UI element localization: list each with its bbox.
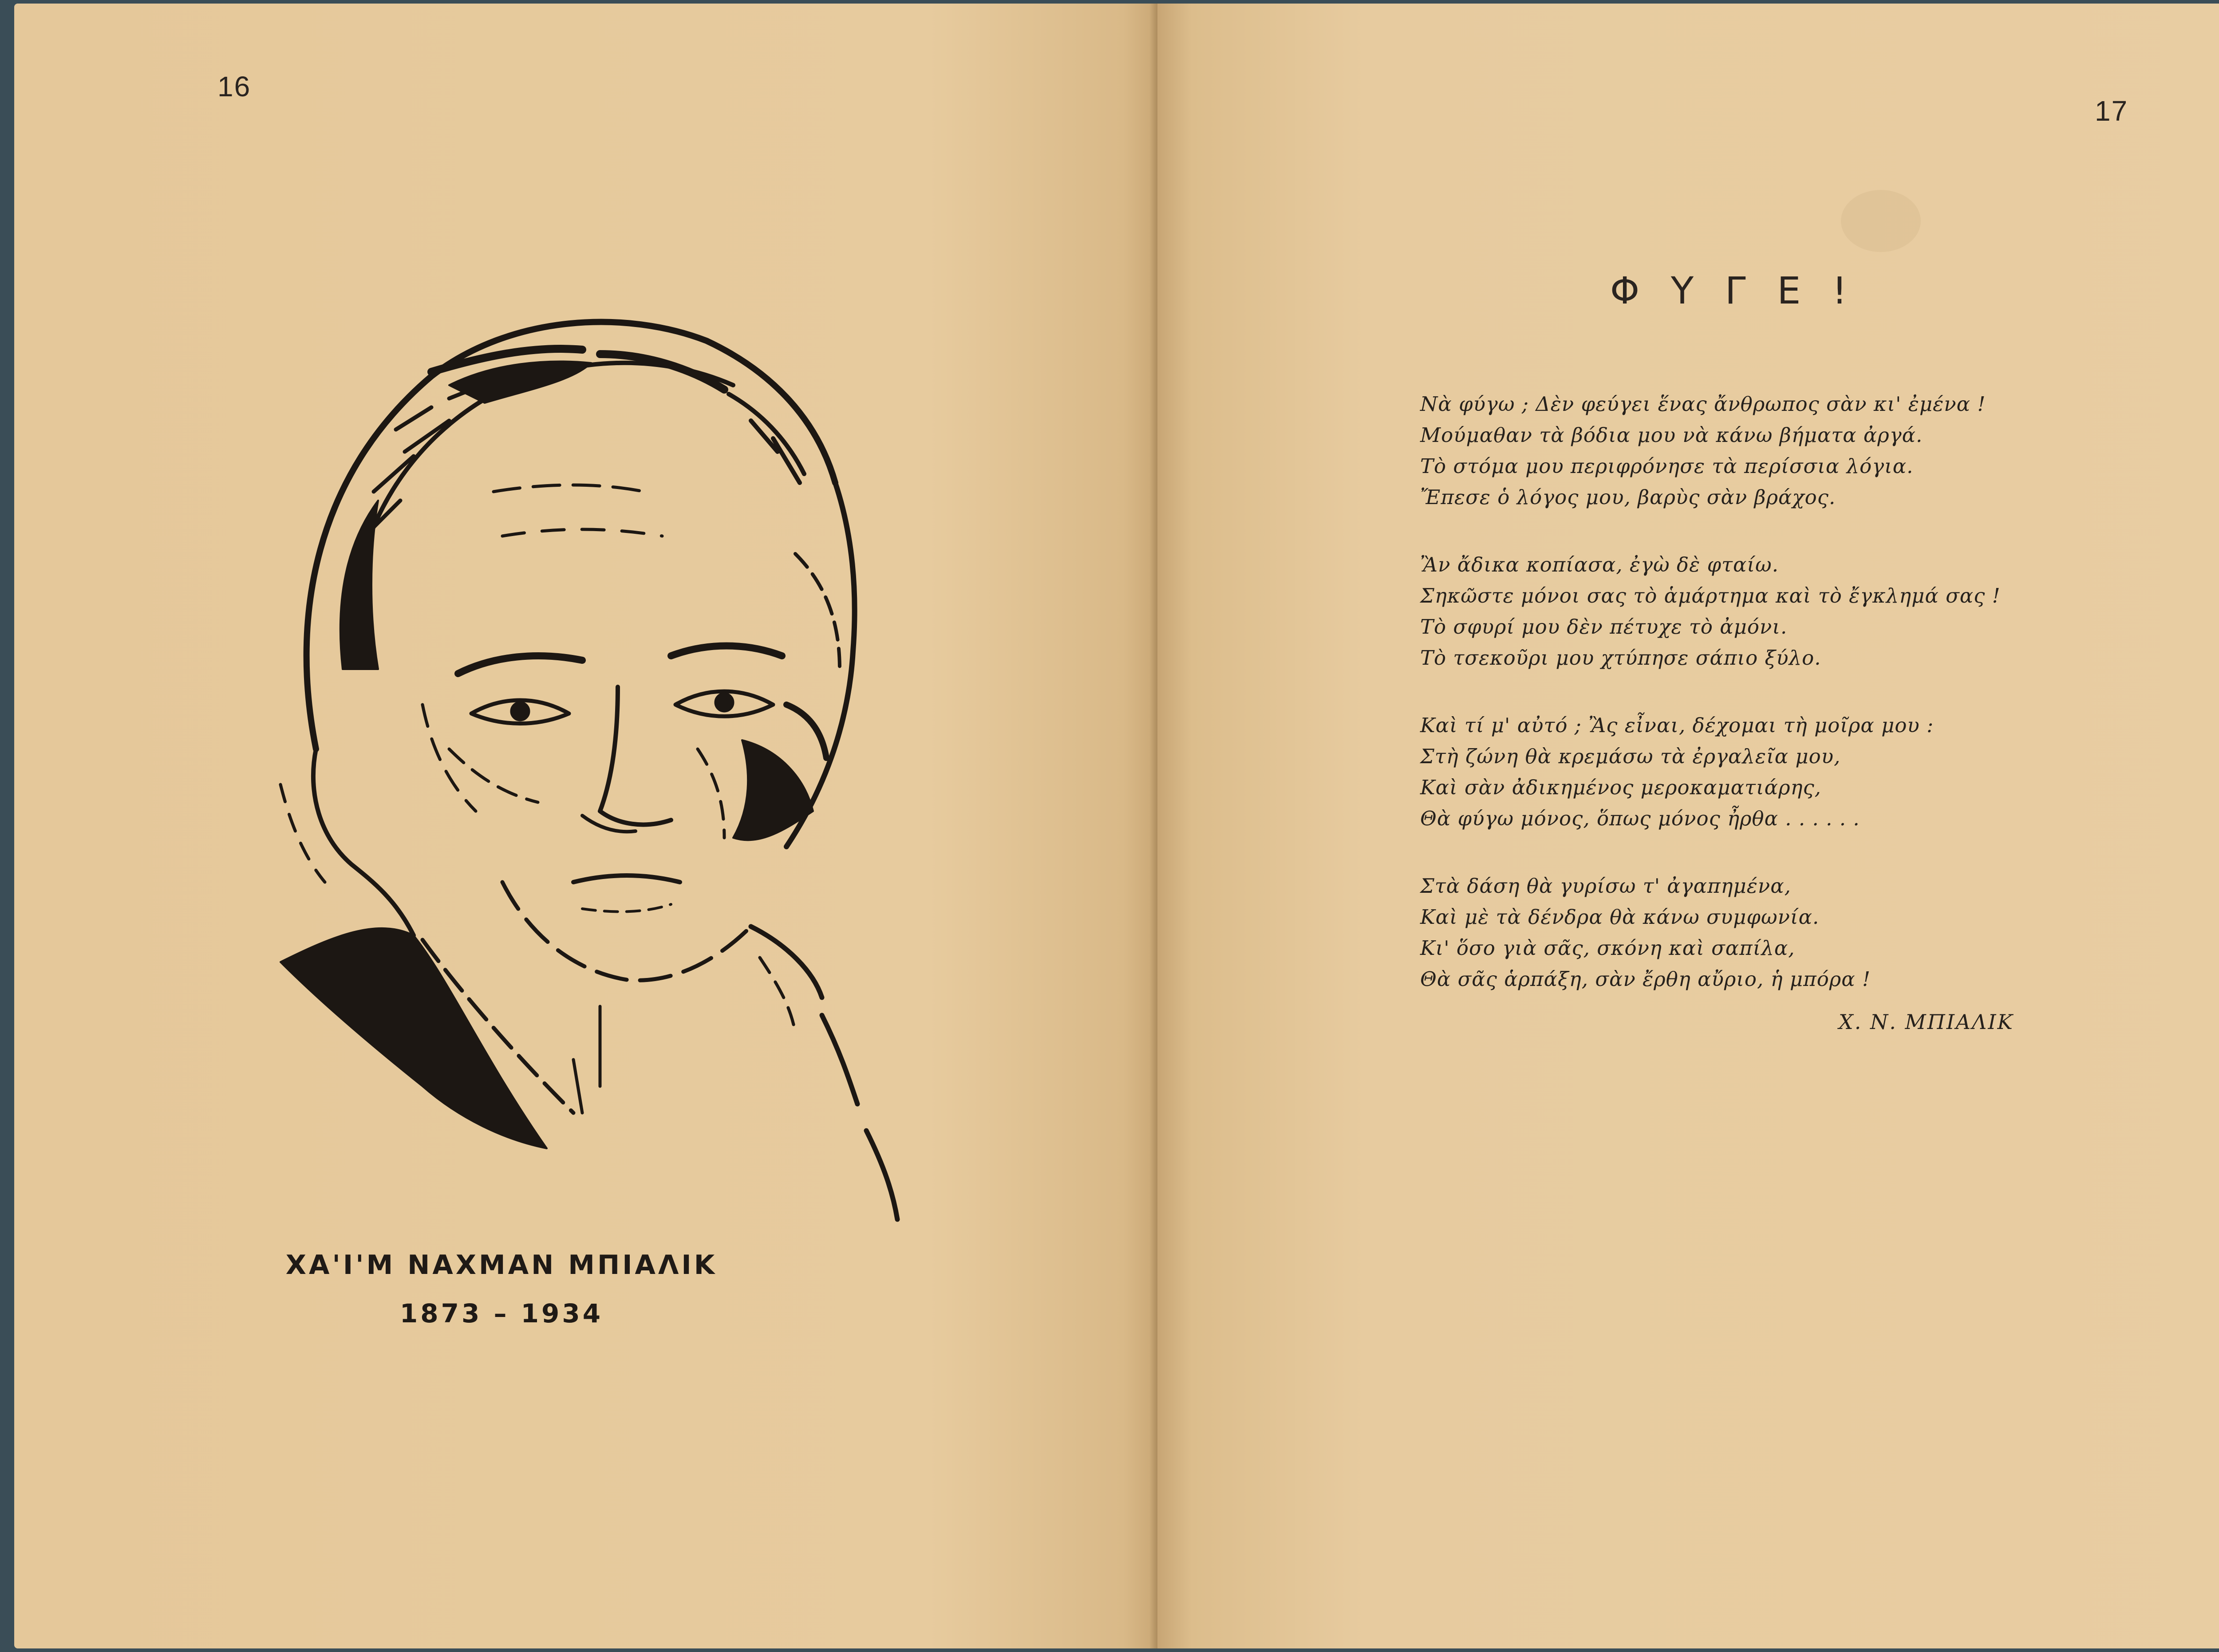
left-page xyxy=(14,4,1157,1648)
poem-line: Ἔπεσε ὁ λόγος μου, βαρὺς σὰν βράχος. xyxy=(1420,485,1836,509)
page-number-right: 17 xyxy=(2095,95,2128,127)
poem-line: Τὸ σφυρί μου δὲν πέτυχε τὸ ἀμόνι. xyxy=(1420,615,1788,639)
poem-line: Κι' ὅσο γιὰ σᾶς, σκόνη καὶ σαπίλα, xyxy=(1420,936,1795,960)
stanza xyxy=(1420,710,2175,834)
poem-line: Ἂν ἄδικα κοπίασα, ἐγὼ δὲ φταίω. xyxy=(1420,553,1779,576)
portrait-caption-years: 1873 – 1934 xyxy=(399,1298,604,1329)
right-page xyxy=(1157,4,2219,1648)
stanza xyxy=(1420,871,2175,995)
poem-line: Στὴ ζώνη θὰ κρεμάσω τὰ ἐργαλεῖα μου, xyxy=(1420,745,1841,768)
poem-body xyxy=(1420,389,2175,1031)
poem-line: Σηκῶστε μόνοι σας τὸ ἁμάρτημα καὶ τὸ ἔγκλημά σας ! xyxy=(1420,584,2001,607)
poem-line: Καὶ σὰν ἀδικημένος μεροκαματιάρης, xyxy=(1420,776,1821,799)
stanza xyxy=(1420,549,2175,674)
poem-line: Στὰ δάση θὰ γυρίσω τ' ἀγαπημένα, xyxy=(1420,874,1791,898)
poem-line: Θὰ σᾶς ἁρπάξη, σὰν ἔρθη αὔριο, ἡ μπόρα ! xyxy=(1420,967,1871,991)
portrait-sketch-icon xyxy=(263,305,973,1259)
poem-title: Φ Υ Γ Ε ! xyxy=(1610,269,1857,312)
portrait-caption-name: ΧΑ'Ι'Μ ΝΑΧΜΑΝ ΜΠΙΑΛΙΚ xyxy=(285,1250,718,1281)
poem-line: Νὰ φύγω ; Δὲν φεύγει ἕνας ἄνθρωπος σὰν κι' ἐμένα ! xyxy=(1420,392,1986,416)
poem-signature: Χ. Ν. ΜΠΙΑΛΙΚ xyxy=(1839,1010,2014,1034)
poem-line: Τὸ στόμα μου περιφρόνησε τὰ περίσσια λόγια. xyxy=(1420,454,1914,478)
poem-line: Καὶ μὲ τὰ δένδρα θὰ κάνω συμφωνία. xyxy=(1420,905,1820,929)
page-number-left: 16 xyxy=(217,71,251,103)
poem-line: Μούμαθαν τὰ βόδια μου νὰ κάνω βήματα ἀργά. xyxy=(1420,423,1923,447)
poem-line: Καὶ τί μ' αὐτό ; Ἂς εἶναι, δέχομαι τὴ μοῖρα μου : xyxy=(1420,714,1934,737)
paper-stain xyxy=(1841,190,1921,252)
poem-line: Τὸ τσεκοῦρι μου χτύπησε σάπιο ξύλο. xyxy=(1420,646,1821,670)
stanza xyxy=(1420,389,2175,513)
poem-line: Θὰ φύγω μόνος, ὅπως μόνος ἦρθα . . . . . . xyxy=(1420,807,1860,830)
